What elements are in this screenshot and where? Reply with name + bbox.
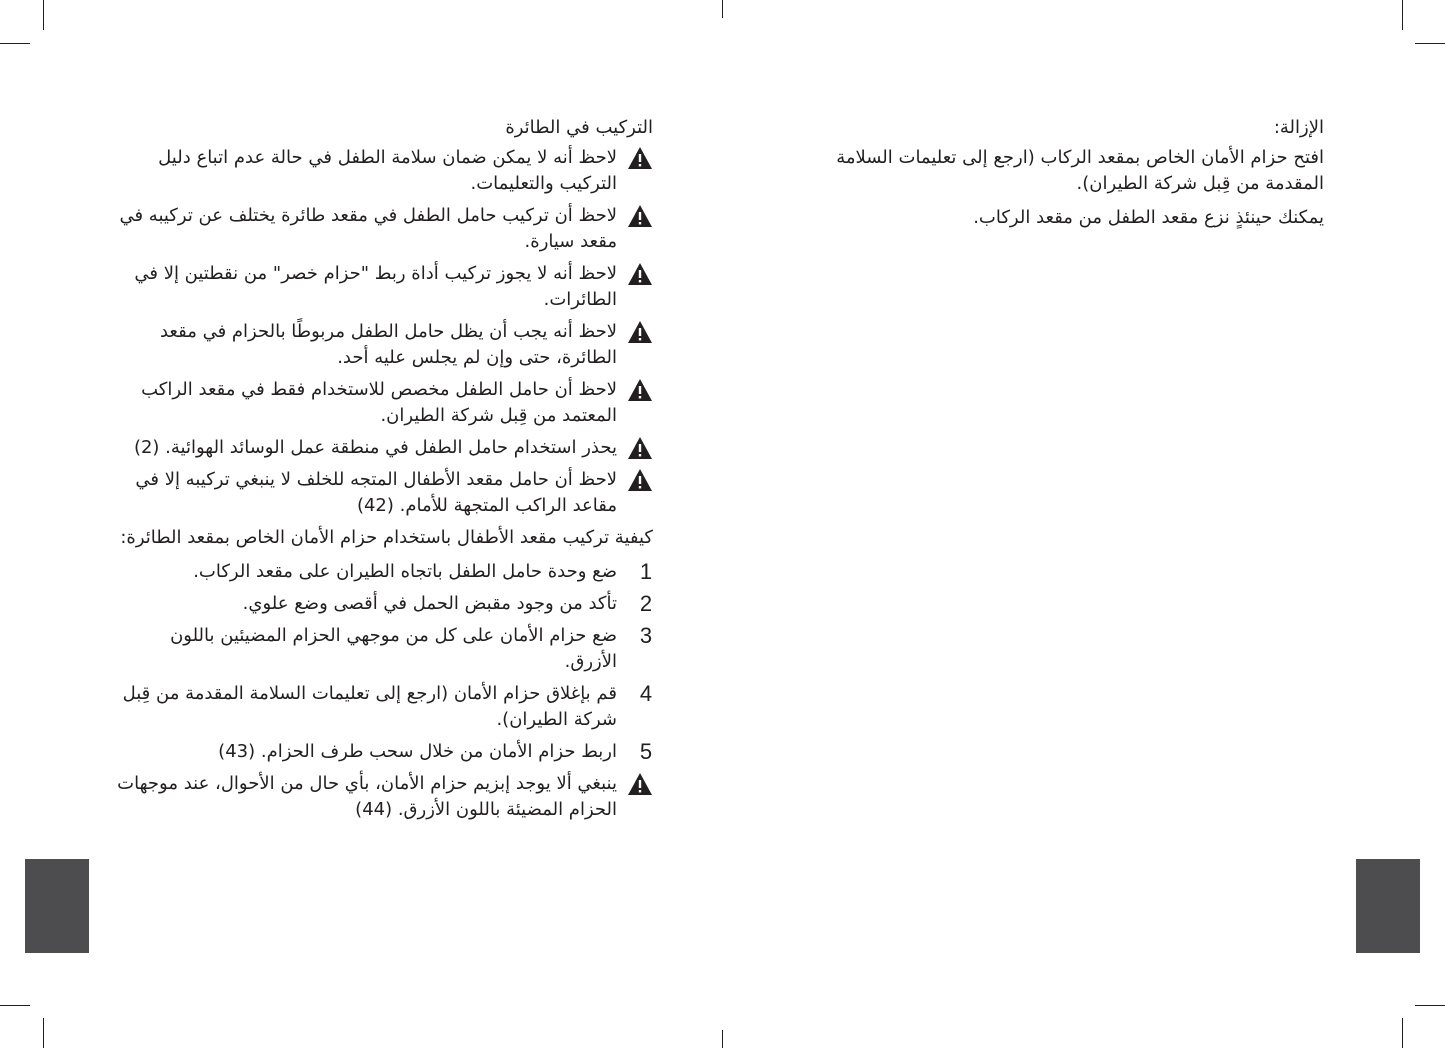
warning-text: يحذر استخدام حامل الطفل في منطقة عمل الوسائد الهوائية. (2): [133, 437, 617, 458]
crop-mark: [43, 0, 44, 30]
warning-text: لاحظ أن تركيب حامل الطفل في مقعد طائرة يختلف عن تركيبه في مقعد سيارة.: [119, 205, 617, 252]
warning-text: لاحظ أنه يجب أن يظل حامل الطفل مربوطًا بالحزام في مقعد الطائرة، حتى وإن لم يجلس عليه أحد.: [159, 321, 617, 368]
step-number: 3: [639, 623, 653, 648]
final-warning: [115, 771, 653, 823]
step-item: [115, 681, 653, 733]
step-item: [115, 739, 653, 765]
crop-mark: [722, 1030, 723, 1048]
step-item: [115, 559, 653, 585]
warning-icon: [627, 467, 653, 493]
step-text: اربط حزام الأمان من خلال سحب طرف الحزام. (43): [218, 741, 617, 762]
step-text: قم بإغلاق حزام الأمان (ارجع إلى تعليمات السلامة المقدمة من قِبل شركة الطيران).: [122, 683, 617, 730]
warning-text: لاحظ أن حامل مقعد الأطفال المتجه للخلف لا ينبغي تركيبه إلا في مقاعد الراكب المتجهة للأمام. (42): [135, 469, 617, 516]
warning-item: [115, 261, 653, 313]
warning-text: لاحظ أنه لا يجوز تركيب أداة ربط "حزام خصر" من نقطتين إلا في الطائرات.: [134, 263, 617, 310]
crop-mark: [1402, 0, 1403, 30]
step-text: تأكد من وجود مقبض الحمل في أقصى وضع علوي.: [242, 593, 617, 614]
paragraph: يمكنك حينئذٍ نزع مقعد الطفل من مقعد الركاب.: [973, 207, 1324, 228]
howto-heading: كيفية تركيب مقعد الأطفال باستخدام حزام الأمان الخاص بمقعد الطائرة:: [120, 527, 653, 548]
warning-item: [115, 435, 653, 461]
warning-item: [115, 145, 653, 197]
step-number: 2: [639, 591, 653, 616]
step-item: [115, 623, 653, 675]
step-number: 5: [639, 739, 653, 764]
warning-icon: [627, 319, 653, 345]
crop-mark: [1415, 1005, 1445, 1006]
warning-item: [115, 203, 653, 255]
warning-text: لاحظ أنه لا يمكن ضمان سلامة الطفل في حالة عدم اتباع دليل التركيب والتعليمات.: [158, 147, 617, 194]
warning-text: ينبغي ألا يوجد إبزيم حزام الأمان، بأي حال من الأحوال، عند موجهات الحزام المضيئة باللون الأزرق. (44): [117, 773, 617, 820]
step-number: 4: [639, 681, 653, 706]
warning-icon: [627, 203, 653, 229]
crop-mark: [0, 43, 30, 44]
step-text: ضع حزام الأمان على كل من موجهي الحزام المضيئين باللون الأزرق.: [170, 625, 617, 672]
warning-item: [115, 319, 653, 371]
warning-icon: [627, 435, 653, 461]
right-page: [790, 115, 1324, 239]
warning-icon: [627, 377, 653, 403]
step-text: ضع وحدة حامل الطفل باتجاه الطيران على مقعد الركاب.: [193, 561, 617, 582]
step-item: [115, 591, 653, 617]
crop-mark: [1402, 1018, 1403, 1048]
step-number: 1: [639, 559, 653, 584]
warning-icon: [627, 771, 653, 797]
crop-mark: [722, 0, 723, 18]
warning-item: [115, 377, 653, 429]
warning-icon: [627, 261, 653, 287]
page-tab-left: [25, 859, 89, 953]
warning-list: [115, 145, 653, 519]
paragraph: افتح حزام الأمان الخاص بمقعد الركاب (ارجع إلى تعليمات السلامة المقدمة من قِبل شركة الطيران).: [836, 147, 1324, 194]
step-list: [115, 559, 653, 765]
crop-mark: [0, 1005, 30, 1006]
warning-text: لاحظ أن حامل الطفل مخصص للاستخدام فقط في مقعد الراكب المعتمد من قِبل شركة الطيران.: [141, 379, 617, 426]
warning-icon: [627, 145, 653, 171]
crop-mark: [43, 1018, 44, 1048]
crop-mark: [1415, 43, 1445, 44]
section-heading: الإزالة:: [1273, 117, 1324, 138]
left-page: [115, 115, 653, 829]
page-tab-right: [1356, 859, 1420, 953]
section-heading: التركيب في الطائرة: [505, 117, 653, 138]
warning-item: [115, 467, 653, 519]
